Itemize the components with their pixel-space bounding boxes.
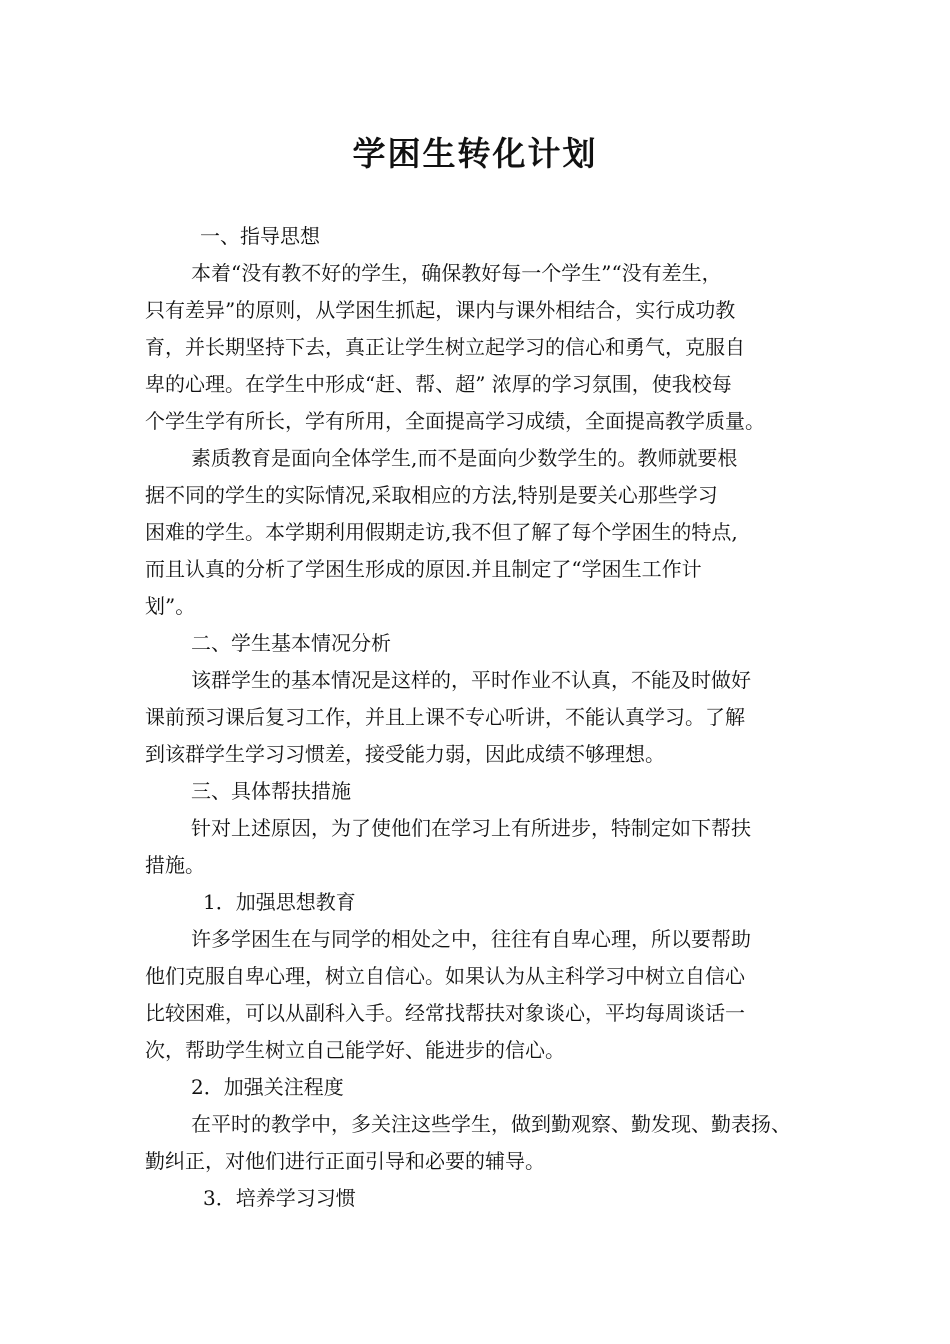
section-heading-guiding-thought: 一、指导思想 (200, 224, 320, 248)
paragraph-line: 在平时的教学中，多关注这些学生，做到勤观察、勤发现、勤表扬、 (191, 1112, 791, 1136)
paragraph-line: 到该群学生学习习惯差，接受能力弱，因此成绩不够理想。 (145, 742, 665, 766)
paragraph-line: 他们克服自卑心理，树立自信心。如果认为从主科学习中树立自信心 (145, 964, 745, 988)
paragraph-line: 比较困难，可以从副科入手。经常找帮扶对象谈心，平均每周谈话一 (145, 1001, 745, 1025)
paragraph-line: 划”。 (145, 594, 196, 618)
subheading-ideological-education: 1．加强思想教育 (203, 890, 356, 914)
paragraph-line: 卑的心理。在学生中形成“赶、帮、超” 浓厚的学习氛围，使我校每 (145, 372, 732, 396)
paragraph-line: 困难的学生。本学期利用假期走访,我不但了解了每个学困生的特点, (145, 520, 738, 544)
paragraph-line: 而且认真的分析了学困生形成的原因.并且制定了“学困生工作计 (145, 557, 702, 581)
paragraph-line: 据不同的学生的实际情况,采取相应的方法,特别是要关心那些学习 (145, 483, 718, 507)
section-heading-student-analysis: 二、学生基本情况分析 (191, 631, 391, 655)
paragraph-line: 措施。 (145, 853, 205, 877)
page-title: 学困生转化计划 (352, 134, 598, 173)
paragraph-line: 育，并长期坚持下去，真正让学生树立起学习的信心和勇气，克服自 (145, 335, 745, 359)
paragraph-line: 针对上述原因，为了使他们在学习上有所进步，特制定如下帮扶 (191, 816, 751, 840)
document-body (145, 218, 835, 1217)
section-heading-measures: 三、具体帮扶措施 (191, 779, 351, 803)
paragraph-line: 素质教育是面向全体学生,而不是面向少数学生的。教师就要根 (191, 446, 738, 470)
subheading-study-habits: 3．培养学习习惯 (203, 1186, 356, 1210)
paragraph-line: 只有差异”的原则，从学困生抓起，课内与课外相结合，实行成功教 (145, 298, 736, 322)
paragraph-line: 课前预习课后复习工作，并且上课不专心听讲，不能认真学习。了解 (145, 705, 745, 729)
paragraph-line: 该群学生的基本情况是这样的，平时作业不认真，不能及时做好 (191, 668, 751, 692)
paragraph-line: 勤纠正，对他们进行正面引导和必要的辅导。 (145, 1149, 545, 1173)
paragraph-line: 次，帮助学生树立自己能学好、能进步的信心。 (145, 1038, 565, 1062)
paragraph-line: 个学生学有所长，学有所用，全面提高学习成绩，全面提高教学质量。 (145, 409, 765, 433)
paragraph-line: 许多学困生在与同学的相处之中，往往有自卑心理，所以要帮助 (191, 927, 751, 951)
paragraph-line: 本着“没有教不好的学生，确保教好每一个学生”“没有差生， (191, 261, 722, 285)
subheading-attention: 2．加强关注程度 (191, 1075, 344, 1099)
